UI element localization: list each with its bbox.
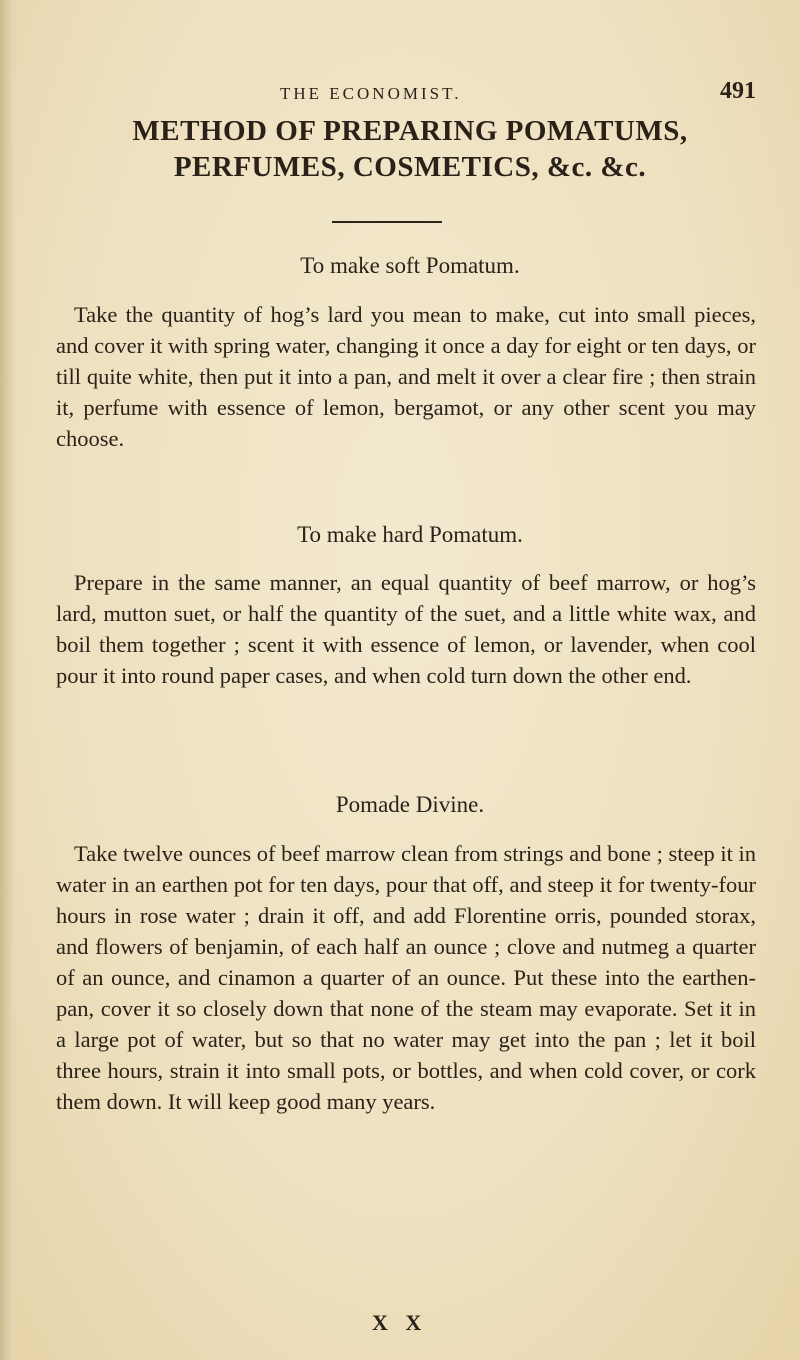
chapter-heading-line-2: PERFUMES, COSMETICS, &c. &c. [173, 151, 647, 183]
section-title-hard-pomatum: To make hard Pomatum. [297, 522, 523, 547]
section-text-pomade-divine: Take twelve ounces of beef marrow clean from strings and bone ; steep it in water in an earthen pot for ten days, pour that off, and steep it for twenty-four hours in rose water ; drain it off, and add Florentine orris, pounded storax, and flowers of benjamin, of each half an ounce ; clove and nutmeg a quarter of an ounce, and cinamon a quarter of an ounce. Put these into the earthen-pan, cover it so closely down that none of the steam may evaporate. Set it in a large pot of water, but so that no water may get into the pan ; let it boil three hours, strain it into small pots, or bottles, and when cold cover, or cork them down. It will keep good many years. [56, 841, 756, 1114]
page-gutter-shadow [0, 0, 18, 1360]
chapter-heading-line-1: METHOD OF PREPARING POMATUMS, [132, 115, 688, 147]
section-title-soft-pomatum: To make soft Pomatum. [300, 253, 520, 278]
signature-mark: X X [372, 1310, 428, 1335]
section-text-hard-pomatum: Prepare in the same manner, an equal quantity of beef marrow, or hog’s lard, mutton suet, or half the quantity of the suet, and a little white wax, and boil them together ; scent it with essence of lemon, or lavender, when cool pour it into round paper cases, and when cold turn down the other end. [56, 570, 756, 688]
running-head [0, 78, 800, 108]
section-title-pomade-divine: Pomade Divine. [335, 792, 485, 817]
running-title: THE ECONOMIST. [280, 84, 462, 103]
page-number: 491 [720, 78, 756, 104]
section-text-soft-pomatum: Take the quantity of hog’s lard you mean to make, cut into small pieces, and cover it with spring water, changing it once a day for eight or ten days, or till quite white, then put it into a pan, and melt it over a clear fire ; then strain it, perfume with essence of lemon, bergamot, or any other scent you may choose. [56, 302, 756, 451]
chapter-heading [60, 113, 760, 185]
heading-divider-rule [332, 221, 442, 223]
